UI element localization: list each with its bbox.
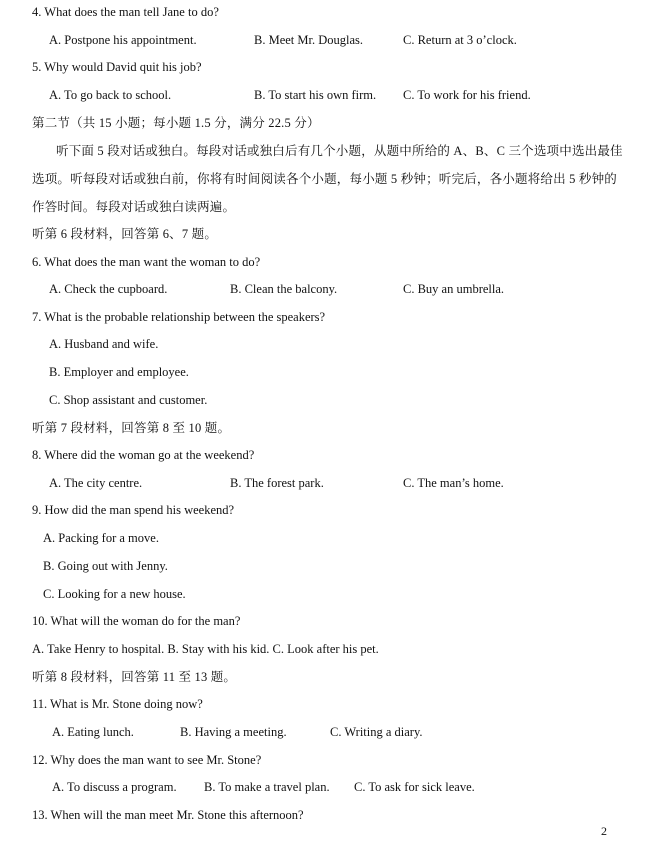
q12-option-a: A. To discuss a program. xyxy=(52,780,177,794)
question-8: 8. Where did the woman go at the weekend? xyxy=(32,448,255,462)
q7-option-c: C. Shop assistant and customer. xyxy=(49,393,208,407)
q11-option-b: B. Having a meeting. xyxy=(180,725,287,739)
q10-options: A. Take Henry to hospital. B. Stay with his kid. C. Look after his pet. xyxy=(32,642,379,656)
material-8-heading: 听第 8 段材料，回答第 11 至 13 题。 xyxy=(32,670,237,684)
q9-option-a: A. Packing for a move. xyxy=(43,531,159,545)
q4-option-a: A. Postpone his appointment. xyxy=(49,33,197,47)
q6-option-c: C. Buy an umbrella. xyxy=(403,282,505,296)
question-13: 13. When will the man meet Mr. Stone this afternoon? xyxy=(32,808,304,822)
q8-option-b: B. The forest park. xyxy=(230,476,324,490)
q12-option-c: C. To ask for sick leave. xyxy=(354,780,475,794)
material-7-heading: 听第 7 段材料，回答第 8 至 10 题。 xyxy=(32,421,231,435)
material-6-heading: 听第 6 段材料，回答第 6、7 题。 xyxy=(32,227,218,241)
question-9: 9. How did the man spend his weekend? xyxy=(32,503,235,517)
q8-option-c: C. The man’s home. xyxy=(403,476,504,490)
q4-option-b: B. Meet Mr. Douglas. xyxy=(254,33,364,47)
q5-option-a: A. To go back to school. xyxy=(49,88,172,102)
instruction-line-1: 听下面 5 段对话或独白。每段对话或独白后有几个小题，从题中所给的 A、B、C 三个选项中选出最佳 xyxy=(56,144,623,158)
question-5: 5. Why would David quit his job? xyxy=(32,60,202,74)
page-number: 2 xyxy=(601,824,607,838)
question-7: 7. What is the probable relationship between the speakers? xyxy=(32,310,326,324)
q5-option-b: B. To start his own firm. xyxy=(254,88,377,102)
q11-option-c: C. Writing a diary. xyxy=(330,725,423,739)
question-6: 6. What does the man want the woman to do? xyxy=(32,255,261,269)
q6-option-b: B. Clean the balcony. xyxy=(230,282,338,296)
instruction-line-3: 作答时间。每段对话或独白读两遍。 xyxy=(32,200,236,214)
q7-option-a: A. Husband and wife. xyxy=(49,337,159,351)
question-12: 12. Why does the man want to see Mr. Stone? xyxy=(32,753,262,767)
q11-option-a: A. Eating lunch. xyxy=(52,725,134,739)
q12-option-b: B. To make a travel plan. xyxy=(204,780,330,794)
question-11: 11. What is Mr. Stone doing now? xyxy=(32,697,203,711)
q6-option-a: A. Check the cupboard. xyxy=(49,282,168,296)
q8-option-a: A. The city centre. xyxy=(49,476,143,490)
q4-option-c: C. Return at 3 o’clock. xyxy=(403,33,517,47)
question-4: 4. What does the man tell Jane to do? xyxy=(32,5,219,19)
q5-option-c: C. To work for his friend. xyxy=(403,88,531,102)
q7-option-b: B. Employer and employee. xyxy=(49,365,189,379)
section-heading: 第二节（共 15 小题；每小题 1.5 分，满分 22.5 分） xyxy=(32,116,320,130)
q9-option-c: C. Looking for a new house. xyxy=(43,587,186,601)
q9-option-b: B. Going out with Jenny. xyxy=(43,559,168,573)
question-10: 10. What will the woman do for the man? xyxy=(32,614,241,628)
instruction-line-2: 选项。听每段对话或独白前，你将有时间阅读各个小题，每小题 5 秒钟；听完后，各小题将给出 5 秒钟的 xyxy=(32,172,618,186)
